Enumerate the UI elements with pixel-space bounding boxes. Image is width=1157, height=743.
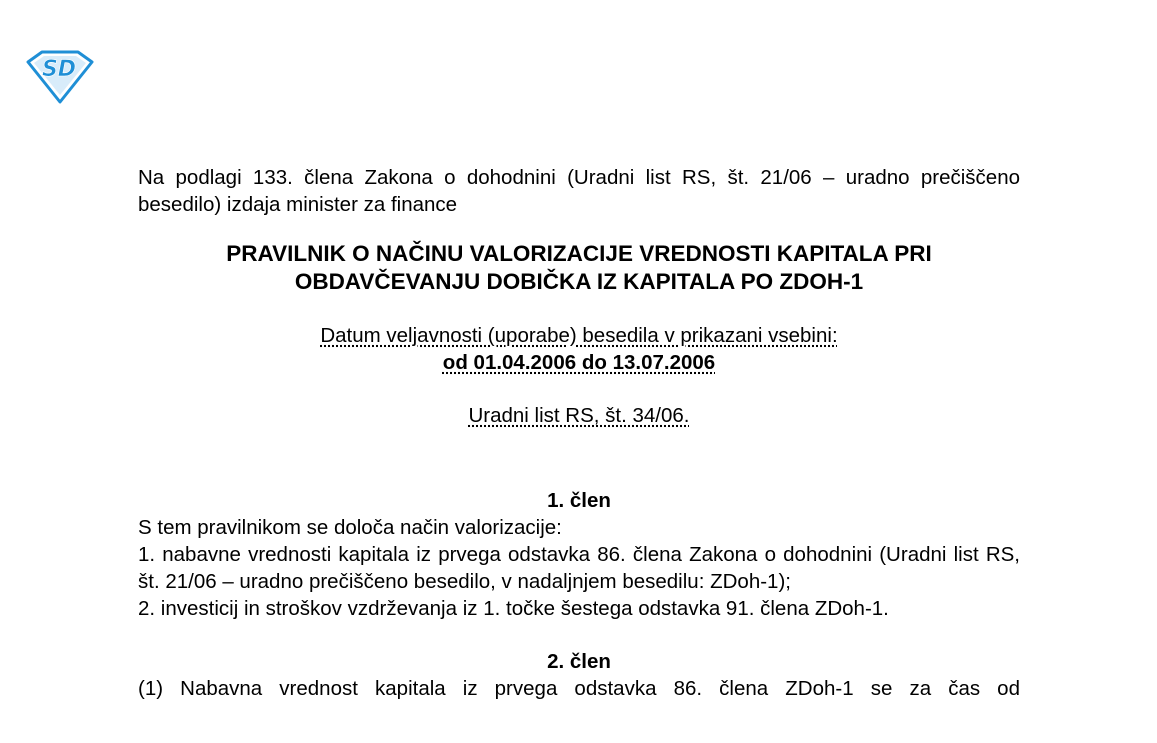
article-2-heading: 2. člen <box>547 650 611 673</box>
article-1-line-1: S tem pravilnikom se določa način valorizacije: <box>138 516 562 539</box>
article-2-line-1: (1) Nabavna vrednost kapitala iz prvega odstavka 86. člena ZDoh-1 se za čas od <box>138 677 1020 700</box>
gazette-reference <box>138 402 1020 429</box>
intro-paragraph: Na podlagi 133. člena Zakona o dohodnini (Uradni list RS, št. 21/06 – uradno prečiščeno besedilo) izdaja minister za finance <box>138 166 1020 216</box>
validity-label[interactable]: Datum veljavnosti (uporabe) besedila v prikazani vsebini: <box>320 324 838 347</box>
validity-block <box>138 322 1020 376</box>
title-line-1: PRAVILNIK O NAČINU VALORIZACIJE VREDNOSTI KAPITALA PRI <box>226 241 932 266</box>
document-title <box>138 240 1020 296</box>
article-1-line-3: 2. investicij in stroškov vzdrževanja iz 1. točke šestega odstavka 91. člena ZDoh-1. <box>138 597 889 620</box>
logo-text: SD <box>41 57 77 82</box>
article-1-line-2: 1. nabavne vrednosti kapitala iz prvega odstavka 86. člena Zakona o dohodnini (Uradni list RS, št. 21/06 – uradno prečiščeno besedilo, v nadaljnjem besedilu: ZDoh-1); <box>138 543 1020 593</box>
logo-icon <box>22 48 96 104</box>
article-1-heading: 1. člen <box>547 489 611 512</box>
title-line-2: OBDAVČEVANJU DOBIČKA IZ KAPITALA PO ZDOH-1 <box>294 269 864 294</box>
document-body <box>138 164 1020 702</box>
validity-dates[interactable]: od 01.04.2006 do 13.07.2006 <box>442 351 716 374</box>
gazette-link[interactable]: Uradni list RS, št. 34/06. <box>468 404 690 427</box>
